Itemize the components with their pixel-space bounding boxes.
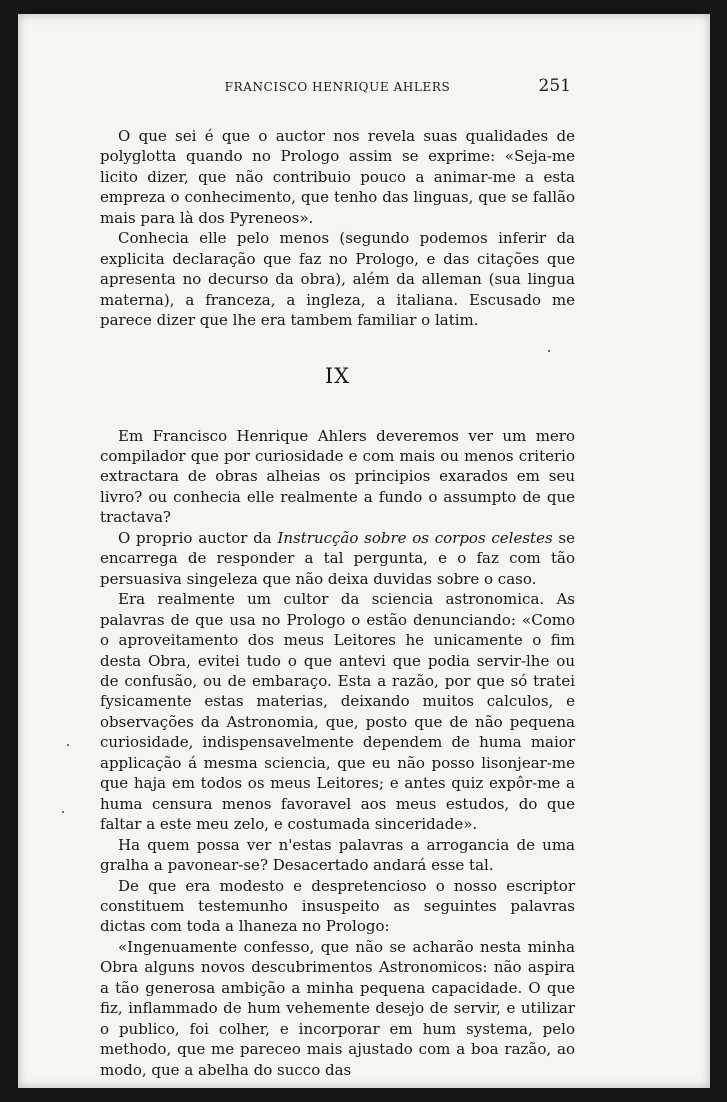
scan-speck — [67, 744, 69, 746]
paragraph: Em Francisco Henrique Ahlers deveremos ver um mero compilador que por curiosidade e com mais ou menos criterio extractara de obras alheias os principios exarados em seu livro? ou conhecia elle realmente a fundo o assumpto de que tractava? — [100, 426, 575, 527]
chapter-heading: IX — [324, 363, 351, 388]
running-head: FRANCISCO HENRIQUE AHLERS — [224, 80, 451, 94]
paragraph-text: O proprio auctor da — [118, 528, 278, 547]
scan-speck — [548, 350, 550, 352]
scan-speck — [62, 811, 64, 813]
page-header — [100, 76, 575, 102]
paragraph: O que sei é que o auctor nos revela suas qualidades de polyglotta quando no Prologo assim se exprime: «Seja-me licito dizer, que não contribuio pouco a animar-me a esta empreza o conhecimento, que tenho das linguas, que se fallão mais para là dos Pyreneos». — [100, 127, 575, 227]
paragraph: Era realmente um cultor da sciencia astronomica. As palavras de que usa no Prologo o estão denunciando: «Como o aproveitamento dos meus Leitores he unicamente o fim desta Obra, evitei tudo o que antevi que podia servir-lhe ou de confusão, ou de embaraço. Esta a razão, por que só tratei fysicamente estas materias, deixando muitos calculos, e observações da Astronomia, que, posto que de não pequena curiosidade, indispensavelmente dependem de huma maior applicação á mesma sciencia, que eu não posso lisonjear-me que haja em todos os meus Leitores; e antes quiz expôr-me a huma censura menos favoravel aos meus estudos, do que faltar a este meu zelo, e costumada sinceridade». — [100, 590, 575, 834]
paragraph: De que era modesto e despretencioso o nosso escriptor constituem testemunho insuspeito as seguintes palavras dictas com toda a lhaneza no Prologo: — [100, 876, 575, 936]
paragraph: «Ingenuamente confesso, que não se acharão nesta minha Obra alguns novos descubrimentos Astronomicos: não aspira a tão generosa ambição a minha pequena capacidade. O que fiz, inflammado de hum vehemente desejo de servir, e utilizar o publico, foi colher, e incorporar em hum systema, pelo methodo, que me pareceo mais ajustado com a boa razão, ao modo, que a abelha do succo das — [100, 937, 575, 1079]
paragraph: Ha quem possa ver n'estas palavras a arrogancia de uma gralha a pavonear-se? Desacertado andará esse tal. — [100, 835, 575, 875]
body-text — [100, 126, 575, 1080]
page-number: 251 — [538, 76, 571, 96]
paragraph — [100, 528, 575, 589]
book-title: Instrucção sobre os corpos celestes — [277, 528, 553, 547]
paragraph: Conhecia elle pelo menos (segundo podemos inferir da explicita declaração que faz no Prologo, e das citações que apresenta no decurso da obra), além da alleman (sua lingua materna), a franceza, a ingleza, a italiana. Escusado me parece dizer que lhe era tambem familiar o latim. — [100, 229, 575, 330]
paragraph-text: se encarrega de responder a tal pergunta, e o faz com tão persuasiva singeleza que não deixa duvidas sobre o caso. — [100, 528, 575, 588]
